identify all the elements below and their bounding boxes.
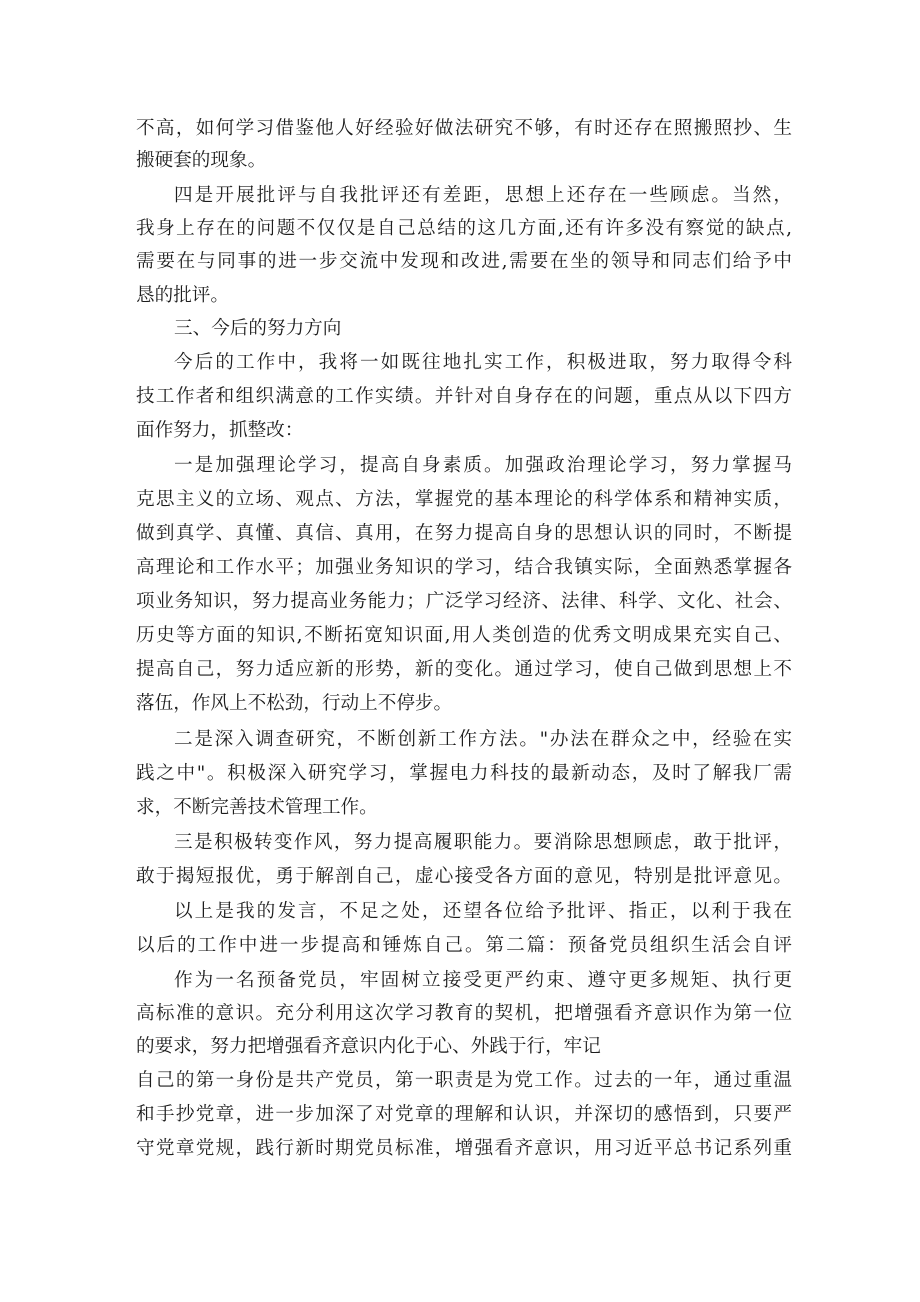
text-line: 需要在与同事的进一步交流中发现和改进,需要在坐的领导和同志们给予中 (136, 251, 792, 272)
text-line: 求，不断完善技术管理工作。 (136, 797, 378, 818)
text-line: 高标准的意识。充分利用这次学习教育的契机，把增强看齐意识作为第一位 (136, 1003, 792, 1024)
text-line: 技工作者和组织满意的工作实绩。并针对自身存在的问题，重点从以下四方 (136, 386, 792, 407)
text-line: 守党章党规，践行新时期党员标准，增强看齐意识，用习近平总书记系列重 (136, 1138, 792, 1159)
text-line: 以后的工作中进一步提高和锤炼自己。第二篇：预备党员组织生活会自评 (136, 935, 792, 956)
text-line: 高理论和工作水平；加强业务知识的学习，结合我镇实际，全面熟悉掌握各 (136, 557, 792, 578)
text-line: 二是深入调查研究，不断创新工作方法。"办法在群众之中，经验在实 (174, 729, 792, 750)
text-line: 今后的工作中，我将一如既往地扎实工作，积极进取，努力取得令科 (174, 352, 792, 373)
text-line: 落伍，作风上不松劲，行动上不停步。 (136, 693, 453, 714)
text-line: 一是加强理论学习，提高自身素质。加强政治理论学习，努力掌握马 (174, 455, 792, 476)
text-line: 提高自己，努力适应新的形势，新的变化。通过学习，使自己做到思想上不 (136, 659, 792, 680)
text-line: 践之中"。积极深入研究学习，掌握电力科技的最新动态，及时了解我厂需 (136, 763, 792, 784)
text-line: 项业务知识，努力提高业务能力；广泛学习经济、法律、科学、文化、社会、 (136, 591, 792, 612)
text-line: 搬硬套的现象。 (136, 150, 267, 171)
text-line: 不高，如何学习借鉴他人好经验好做法研究不够，有时还存在照搬照抄、生 (136, 118, 792, 139)
text-line: 以上是我的发言，不足之处，还望各位给予批评、指正，以利于我在 (174, 901, 792, 922)
text-line: 三是积极转变作风，努力提高履职能力。要消除思想顾虑，敢于批评， (174, 832, 792, 853)
section-heading: 三、今后的努力方向 (174, 318, 342, 339)
text-line: 历史等方面的知识,不断拓宽知识面,用人类创造的优秀文明成果充实自己、 (136, 625, 792, 646)
text-line: 的要求，努力把增强看齐意识内化于心、外践于行，牢记 (136, 1036, 601, 1057)
text-line: 四是开展批评与自我批评还有差距，思想上还存在一些顾虑。当然， (174, 185, 792, 206)
text-line: 自己的第一身份是共产党员，第一职责是为党工作。过去的一年，通过重温 (136, 1070, 792, 1091)
text-line: 和手抄党章，进一步加深了对党章的理解和认识，并深切的感悟到，只要严 (136, 1104, 792, 1125)
text-line: 我身上存在的问题不仅仅是自己总结的这几方面,还有许多没有察觉的缺点, (136, 218, 792, 239)
text-line: 敢于揭短报优，勇于解剖自己，虚心接受各方面的意见，特别是批评意见。 (136, 866, 792, 887)
text-line: 克思主义的立场、观点、方法，掌握党的基本理论的科学体系和精神实质， (136, 489, 792, 510)
text-line: 作为一名预备党员，牢固树立接受更严约束、遵守更多规矩、执行更 (174, 970, 792, 991)
text-line: 做到真学、真懂、真信、真用，在努力提高自身的思想认识的同时，不断提 (136, 523, 792, 544)
text-line: 面作努力，抓整改： (136, 420, 304, 441)
text-line: 恳的批评。 (136, 285, 229, 306)
